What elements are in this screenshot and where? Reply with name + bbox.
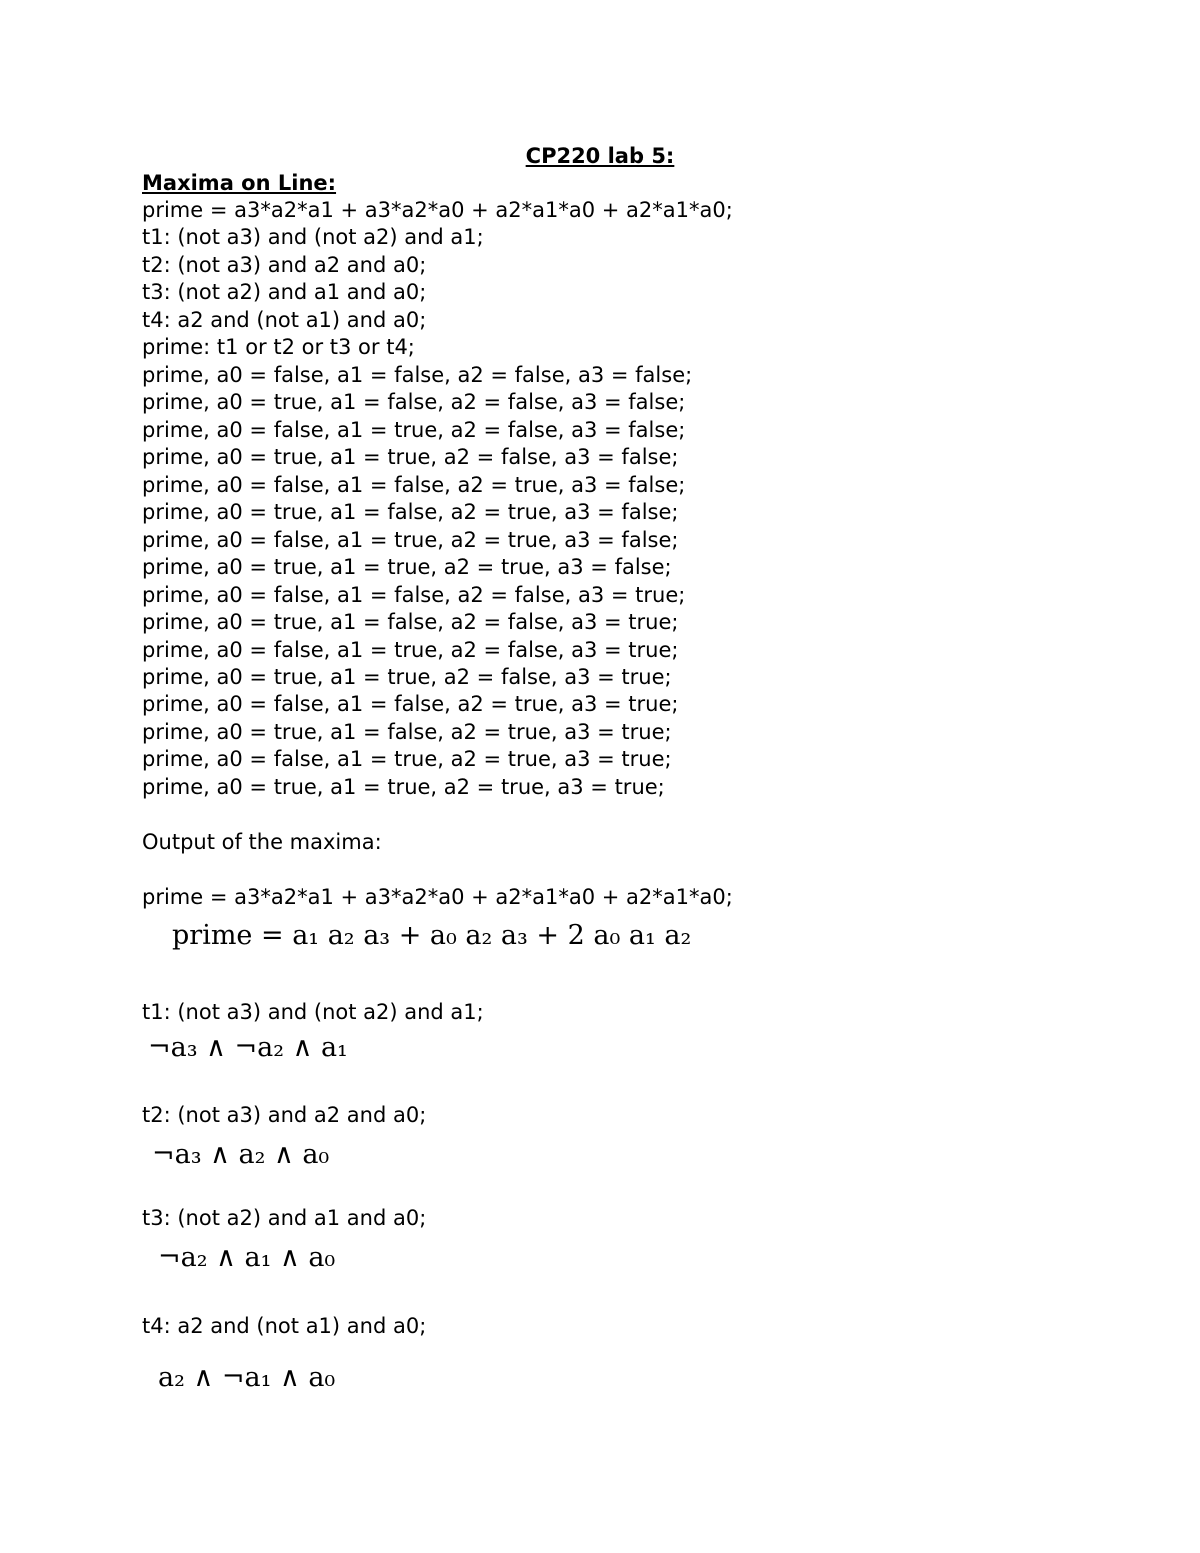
input-line: prime, a0 = true, a1 = true, a2 = true, a3 = true; — [142, 775, 665, 799]
input-line: prime, a0 = true, a1 = false, a2 = true, a3 = true; — [142, 720, 672, 744]
section-heading: Maxima on Line: — [142, 171, 337, 195]
input-line: prime, a0 = true, a1 = true, a2 = false, a3 = true; — [142, 665, 672, 689]
input-line: prime, a0 = false, a1 = false, a2 = true, a3 = false; — [142, 473, 686, 497]
input-line: t2: (not a3) and a2 and a0; — [142, 253, 427, 277]
input-line: prime, a0 = false, a1 = true, a2 = false, a3 = true; — [142, 638, 679, 662]
input-line: prime, a0 = true, a1 = true, a2 = false, a3 = false; — [142, 445, 679, 469]
input-line: prime = a3*a2*a1 + a3*a2*a0 + a2*a1*a0 + a2*a1*a0; — [142, 198, 733, 222]
input-line: prime, a0 = true, a1 = false, a2 = true, a3 = false; — [142, 500, 679, 524]
document-title: CP220 lab 5: — [525, 144, 675, 168]
output-result: ¬a₃ ∧ ¬a₂ ∧ a₁ — [148, 1032, 348, 1063]
output-heading: Output of the maxima: — [142, 830, 382, 854]
output-command: t1: (not a3) and (not a2) and a1; — [142, 1000, 484, 1024]
output-command: t2: (not a3) and a2 and a0; — [142, 1103, 427, 1127]
input-line: prime, a0 = false, a1 = false, a2 = false, a3 = true; — [142, 583, 686, 607]
output-command: t3: (not a2) and a1 and a0; — [142, 1206, 427, 1230]
input-line: prime, a0 = true, a1 = false, a2 = false, a3 = true; — [142, 610, 679, 634]
output-command: t4: a2 and (not a1) and a0; — [142, 1314, 427, 1338]
input-line: prime, a0 = false, a1 = false, a2 = true, a3 = true; — [142, 692, 679, 716]
input-line: prime, a0 = true, a1 = false, a2 = false, a3 = false; — [142, 390, 686, 414]
output-result: a₂ ∧ ¬a₁ ∧ a₀ — [158, 1362, 336, 1393]
input-line: t4: a2 and (not a1) and a0; — [142, 308, 427, 332]
input-line: t1: (not a3) and (not a2) and a1; — [142, 225, 484, 249]
output-result: prime = a₁ a₂ a₃ + a₀ a₂ a₃ + 2 a₀ a₁ a₂ — [172, 920, 692, 951]
input-line: prime, a0 = false, a1 = true, a2 = false, a3 = false; — [142, 418, 686, 442]
output-result: ¬a₃ ∧ a₂ ∧ a₀ — [152, 1139, 330, 1170]
input-line: prime, a0 = true, a1 = true, a2 = true, a3 = false; — [142, 555, 672, 579]
input-line: prime, a0 = false, a1 = true, a2 = true, a3 = false; — [142, 528, 679, 552]
input-line: prime: t1 or t2 or t3 or t4; — [142, 335, 415, 359]
input-line: prime, a0 = false, a1 = true, a2 = true, a3 = true; — [142, 747, 672, 771]
output-result: ¬a₂ ∧ a₁ ∧ a₀ — [158, 1242, 336, 1273]
input-line: prime, a0 = false, a1 = false, a2 = false, a3 = false; — [142, 363, 693, 387]
input-line: t3: (not a2) and a1 and a0; — [142, 280, 427, 304]
output-command: prime = a3*a2*a1 + a3*a2*a0 + a2*a1*a0 + a2*a1*a0; — [142, 885, 733, 909]
